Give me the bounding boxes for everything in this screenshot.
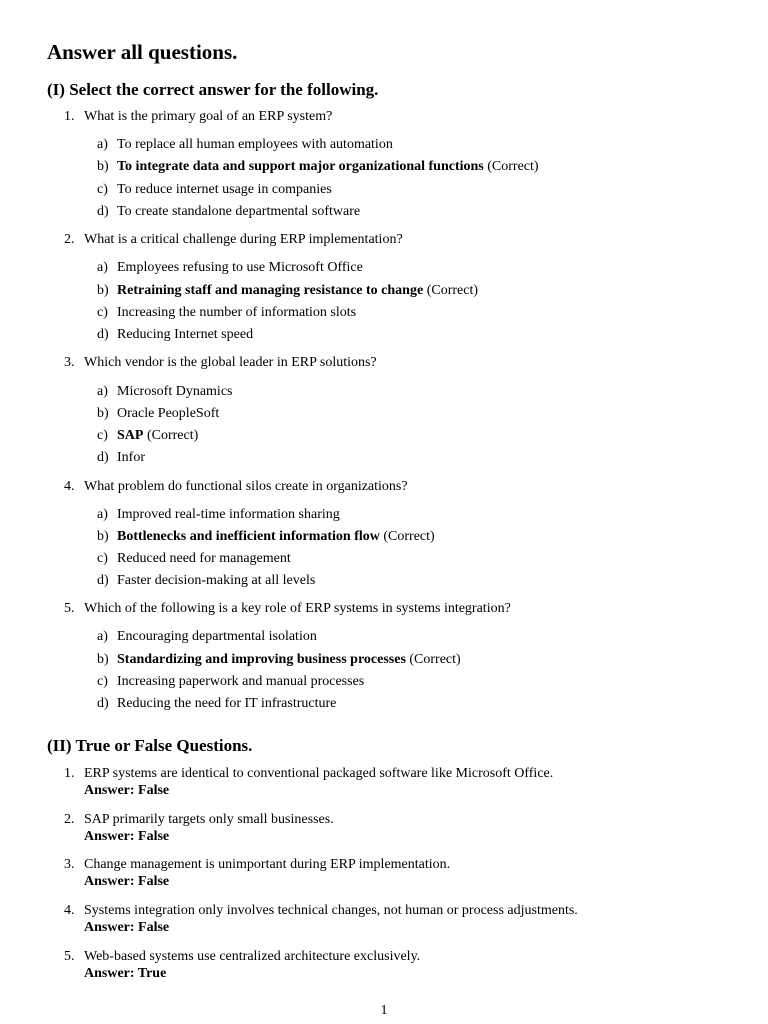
- option-label: d): [97, 450, 109, 465]
- mcq-question-2: [64, 231, 403, 249]
- correct-answer-text: Bottlenecks and inefficient information flow: [117, 529, 380, 544]
- option-text: Faster decision-making at all levels: [117, 573, 316, 588]
- option-text: Increasing the number of information slots: [117, 305, 357, 320]
- question-text: What is a critical challenge during ERP implementation?: [84, 232, 403, 247]
- page-number: 1: [380, 1003, 388, 1018]
- page-title: Answer all questions.: [47, 40, 238, 64]
- tf-question-4: [64, 902, 578, 920]
- question-number: 3.: [64, 857, 75, 872]
- tf-answer-4: Answer: False: [84, 920, 170, 935]
- question-text: SAP primarily targets only small businesses.: [84, 812, 334, 827]
- correct-answer-text: Standardizing and improving business processes: [117, 652, 406, 667]
- option-text: Improved real-time information sharing: [117, 507, 340, 522]
- option-4c: [97, 550, 291, 568]
- question-number: 2.: [64, 812, 75, 827]
- option-5a: [97, 628, 317, 646]
- option-label: b): [97, 652, 109, 667]
- option-3d: [97, 449, 145, 467]
- option-text: Microsoft Dynamics: [117, 384, 233, 399]
- question-number: 5.: [64, 949, 75, 964]
- option-label: c): [97, 428, 108, 443]
- option-label: d): [97, 327, 109, 342]
- question-number: 2.: [64, 232, 75, 247]
- option-text: Oracle PeopleSoft: [117, 406, 220, 421]
- question-number: 4.: [64, 479, 75, 494]
- question-text: Change management is unimportant during ERP implementation.: [84, 857, 451, 872]
- question-text: What problem do functional silos create in organizations?: [84, 479, 408, 494]
- option-text: Employees refusing to use Microsoft Office: [117, 260, 363, 275]
- option-label: a): [97, 384, 108, 399]
- correct-answer-text: SAP: [117, 428, 144, 443]
- option-label: c): [97, 551, 108, 566]
- option-4b: [97, 528, 435, 546]
- question-text: ERP systems are identical to conventional packaged software like Microsoft Office.: [84, 766, 554, 781]
- question-number: 3.: [64, 355, 75, 370]
- option-2b: [97, 282, 478, 300]
- mcq-question-3: [64, 354, 377, 372]
- option-label: a): [97, 260, 108, 275]
- option-text: (Correct): [143, 428, 199, 443]
- option-4a: [97, 506, 340, 524]
- option-5d: [97, 695, 336, 713]
- tf-answer-2: Answer: False: [84, 829, 170, 844]
- mcq-question-4: [64, 478, 408, 496]
- correct-answer-text: Retraining staff and managing resistance to change: [117, 283, 424, 298]
- tf-question-3: [64, 856, 450, 874]
- option-text: Reduced need for management: [117, 551, 291, 566]
- correct-answer-text: To integrate data and support major organizational functions: [117, 159, 484, 174]
- option-4d: [97, 572, 315, 590]
- section-1-heading: (I) Select the correct answer for the following.: [47, 80, 379, 99]
- option-label: a): [97, 137, 108, 152]
- option-3b: [97, 405, 219, 423]
- option-label: d): [97, 573, 109, 588]
- option-text: Reducing the need for IT infrastructure: [117, 696, 337, 711]
- option-1c: [97, 181, 332, 199]
- question-number: 5.: [64, 601, 75, 616]
- option-1d: [97, 203, 360, 221]
- question-text: What is the primary goal of an ERP system?: [84, 109, 333, 124]
- question-text: Systems integration only involves technical changes, not human or process adjustments.: [84, 903, 578, 918]
- tf-question-1: [64, 765, 553, 783]
- question-text: Which vendor is the global leader in ERP solutions?: [84, 355, 377, 370]
- question-text: Web-based systems use centralized architecture exclusively.: [84, 949, 421, 964]
- tf-answer-5: Answer: True: [84, 966, 167, 981]
- option-text: (Correct): [405, 652, 461, 667]
- tf-answer-3: Answer: False: [84, 874, 170, 889]
- tf-question-5: [64, 948, 420, 966]
- mcq-question-5: [64, 600, 511, 618]
- option-3a: [97, 383, 232, 401]
- option-text: (Correct): [379, 529, 435, 544]
- question-text: Which of the following is a key role of ERP systems in systems integration?: [84, 601, 511, 616]
- option-text: Increasing paperwork and manual processes: [117, 674, 365, 689]
- option-label: d): [97, 204, 109, 219]
- option-2c: [97, 304, 356, 322]
- option-text: Reducing Internet speed: [117, 327, 254, 342]
- option-label: a): [97, 507, 108, 522]
- option-text: (Correct): [483, 159, 539, 174]
- question-number: 1.: [64, 109, 75, 124]
- tf-question-2: [64, 811, 334, 829]
- question-number: 1.: [64, 766, 75, 781]
- option-label: b): [97, 406, 109, 421]
- option-label: c): [97, 674, 108, 689]
- option-2d: [97, 326, 253, 344]
- mcq-question-1: [64, 108, 332, 126]
- option-text: Infor: [117, 450, 145, 465]
- option-text: (Correct): [423, 283, 478, 298]
- option-label: d): [97, 696, 109, 711]
- option-text: To reduce internet usage in companies: [117, 182, 332, 197]
- question-number: 4.: [64, 903, 75, 918]
- section-2-heading: (II) True or False Questions.: [47, 736, 253, 755]
- option-label: c): [97, 182, 108, 197]
- option-label: b): [97, 159, 109, 174]
- option-text: Encouraging departmental isolation: [117, 629, 317, 644]
- option-label: a): [97, 629, 108, 644]
- option-1b: [97, 158, 539, 176]
- option-text: To replace all human employees with automation: [117, 137, 393, 152]
- option-3c: [97, 427, 198, 445]
- option-label: b): [97, 529, 109, 544]
- option-label: c): [97, 305, 108, 320]
- option-text: To create standalone departmental software: [117, 204, 361, 219]
- option-5b: [97, 651, 461, 669]
- option-1a: [97, 136, 393, 154]
- tf-answer-1: Answer: False: [84, 783, 170, 798]
- option-label: b): [97, 283, 109, 298]
- option-2a: [97, 259, 363, 277]
- option-5c: [97, 673, 364, 691]
